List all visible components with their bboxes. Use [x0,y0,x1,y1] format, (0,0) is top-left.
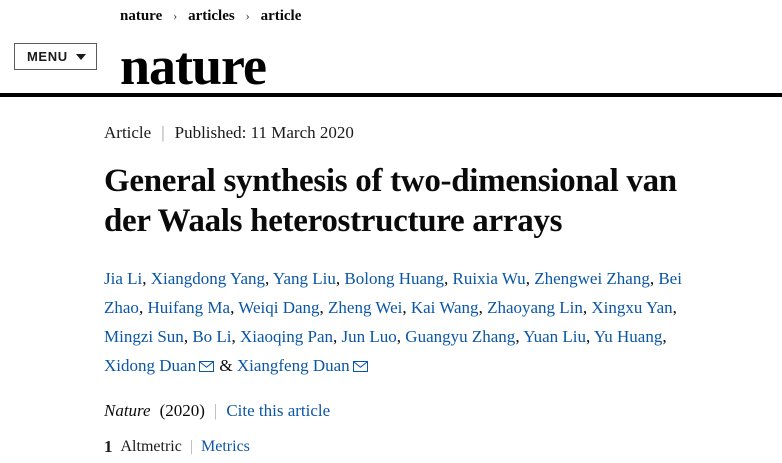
menu-button[interactable] [14,43,97,70]
author-link[interactable]: Bei Zhao [104,268,682,317]
author-link[interactable]: Xingxu Yan [591,297,673,317]
author-link[interactable]: Huifang Ma [147,297,231,317]
metrics-bar [104,437,724,457]
author-link[interactable]: Bo Li [192,326,232,346]
page-title: General synthesis of two-dimensional van der Waals heterostructure arrays [104,163,677,240]
author-link[interactable]: Kai Wang [410,297,479,317]
citation-divider: | [213,401,218,421]
author-link[interactable]: Xiaoqing Pan [240,326,334,346]
author-link[interactable]: Guangyu Zhang [405,326,516,346]
altmetric-label: Altmetric [120,438,182,456]
article-type-label: Article [104,123,152,142]
author-link[interactable]: Zhengwei Zhang [534,268,650,288]
nature-logo[interactable]: nature [120,36,267,96]
altmetric-count: 1 [104,437,113,457]
author-link[interactable]: Ruixia Wu [452,268,526,288]
envelope-icon[interactable] [353,352,368,381]
site-masthead [0,31,782,97]
author-link[interactable]: Yang Liu [272,268,336,288]
article-header [0,97,724,457]
author-link[interactable]: Jia Li [104,268,143,288]
authors-ampersand: & [219,356,233,376]
author-link[interactable]: Zheng Wei [328,297,403,317]
author-link[interactable]: Xiangdong Yang [150,268,266,288]
journal-citation [104,401,724,421]
breadcrumb-separator: › [245,8,250,23]
cite-this-article-link[interactable]: Cite this article [226,401,331,421]
breadcrumb [0,0,782,31]
author-link[interactable]: Yu Huang [593,326,663,346]
journal-year: (2020) [159,401,205,421]
author-link[interactable]: Xidong Duan [104,356,197,376]
journal-name: Nature [104,401,151,421]
breadcrumb-separator: › [172,8,178,23]
meta-divider: | [161,123,165,142]
author-link[interactable]: Xiangfeng Duan [236,356,350,376]
breadcrumb-item-articles[interactable]: articles [188,8,235,24]
metrics-link[interactable]: Metrics [201,438,250,456]
author-list: Jia Li, Xiangdong Yang, Yang Liu, Bolong Huang, Ruixia Wu, Zhengwei Zhang, Bei Zhao, Huifang Ma, Weiqi Dang, Zheng Wei, Kai Wang, Zhaoyang Lin, Xingxu Yan, Mingzi Sun, Bo Li, Xiaoqing Pan, Jun Luo, Guangyu Zhang, Yuan Liu, Yu Huang, Xidong Duan & Xiangfeng Duan [104,264,714,382]
metrics-divider: | [189,438,194,456]
article-published-date: Published: 11 March 2020 [174,123,354,142]
article-meta [104,123,724,143]
author-link[interactable]: Mingzi Sun [104,326,184,346]
chevron-down-icon [76,54,86,60]
envelope-icon[interactable] [199,352,214,381]
breadcrumb-item-article: article [260,8,302,24]
author-link[interactable]: Zhaoyang Lin [487,297,583,317]
breadcrumb-item-nature[interactable]: nature [120,8,163,24]
author-link[interactable]: Yuan Liu [523,326,586,346]
menu-button-label: MENU [27,49,68,64]
author-link[interactable]: Bolong Huang [344,268,445,288]
author-link[interactable]: Weiqi Dang [238,297,320,317]
author-link[interactable]: Jun Luo [341,326,397,346]
